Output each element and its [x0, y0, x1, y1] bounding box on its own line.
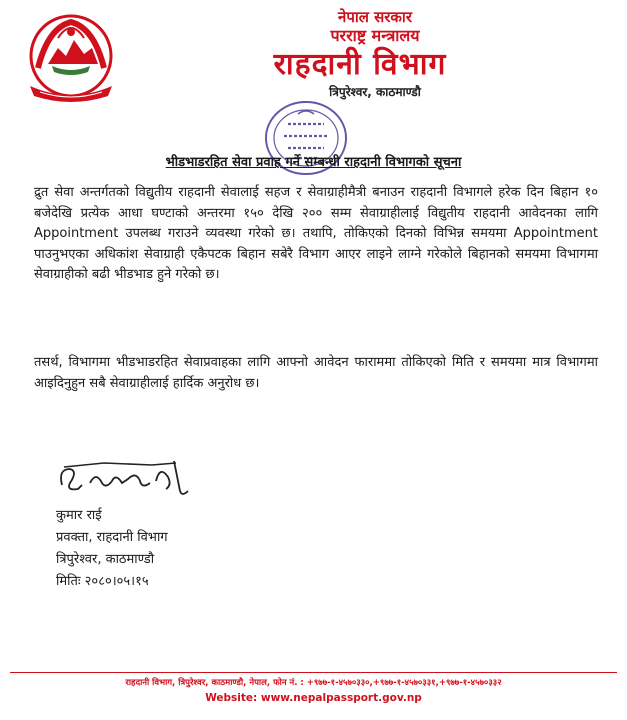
footer-divider [10, 672, 617, 673]
body-paragraph-2: तसर्थ, विभागमा भीडभाडरहित सेवाप्रवाहका लागि आफ्नो आवेदन फाराममा तोकिएको मिति र समयमा मात्र विभागमा आइदिनुहुन सबै सेवाग्राहीलाई हार्दिक अनुरोध छ। [34, 355, 598, 391]
notice-subject: भीडभाडरहित सेवा प्रवाह गर्ने सम्बन्धी राहदानी विभागको सूचना [165, 155, 462, 170]
footer-website: Website: www.nepalpassport.gov.np [205, 692, 422, 704]
footer-address: राहदानी विभाग, त्रिपुरेश्वर, काठमाण्डौ, नेपाल, फोन नं. : +९७७-१-४५७०३३०,+९७७-१-४५७०३३१,+९७७-१-४५७०३३२ [125, 678, 502, 688]
signatory-location: त्रिपुरेश्वर, काठमाण्डौ [56, 552, 155, 567]
nepal-emblem-icon [18, 8, 124, 108]
notice-date: मितिः २०८०।०५।१५ [56, 574, 149, 589]
ministry-name: परराष्ट्र मन्त्रालय [330, 26, 420, 45]
signatory-name: कुमार राई [56, 508, 102, 523]
department-address: त्रिपुरेश्वर, काठमाण्डौ [329, 85, 421, 99]
department-name: राहदानी विभाग [273, 47, 447, 82]
government-name: नेपाल सरकार [338, 8, 412, 26]
signatory-title: प्रवक्ता, राहदानी विभाग [56, 530, 168, 545]
signature-icon [56, 455, 206, 505]
letterhead [150, 8, 570, 100]
body-paragraph-1: द्रुत सेवा अन्तर्गतको विद्युतीय राहदानी सेवालाई सहज र सेवाग्राहीमैत्री बनाउन राहदानी विभागले हरेक दिन बिहान १० बजेदेखि प्रत्येक आधा घण्टाको अन्तरमा १५० देखि २०० सम्म सेवाग्राहीलाई विद्युतीय राहदानी आवेदनका लागि Appointment उपलब्ध गराउने व्यवस्था गरेको छ। तथापि, तोकिएको दिनको विभिन्न समयमा Appointment पाउनुभएका अधिकांश सेवाग्राही एकैपटक बिहान सबेरै विभाग आएर लाइने लाग्ने गरेकोले बिहानको समयमा विभागमा सेवाग्राहीको बढी भीडभाड हुने गरेको छ। [34, 185, 598, 282]
signatory-block [56, 505, 168, 593]
